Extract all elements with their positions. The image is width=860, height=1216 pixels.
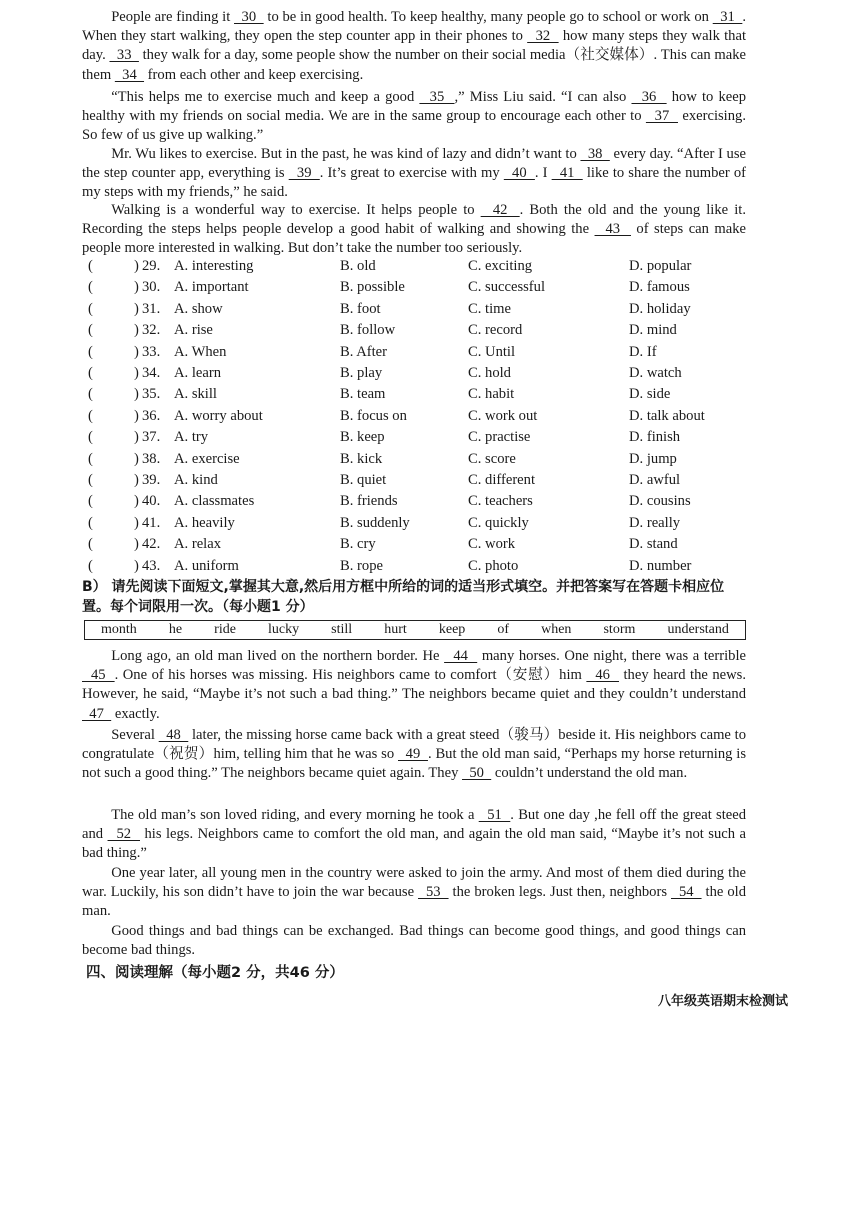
passage-text: Long ago, an old man lived on the northern border. He [111,648,445,664]
answer-paren-open: ( [88,386,93,403]
option-c: C. score [468,450,516,467]
passage_a-paragraph [82,8,746,85]
passage-text: . When they start walking, they open the step counter app in their phones to [82,9,746,45]
blank-number: 42 [480,202,520,218]
answer-paren-open: ( [88,343,93,360]
word-bank-item: hurt [384,622,407,637]
option-row [88,556,748,577]
word-bank-item: keep [438,622,466,637]
option-c: C. work out [468,407,538,424]
passage-text: couldn’t understand the old man. [491,765,688,782]
answer-paren-open: ( [88,557,93,574]
option-a: A. interesting [174,258,254,274]
section-b-instruction: 请先阅读下面短文,掌握其大意,然后用方框中所给的词的适当形式填空。并把答案写在答题卡相应位置。每个词限用一次。（每小题1 分） [82,579,725,615]
option-d: D. famous [629,279,690,296]
passage_b-paragraph [82,726,746,784]
option-row [88,534,748,555]
passage-text: Good things and bad things can be exchanged. Bad things can become good things, and good things can become bad things. [82,923,746,959]
option-a: A. relax [174,536,222,553]
option-row [88,406,748,427]
section-b-heading [82,577,746,617]
passage-text: “This helps me to exercise much and keep a good [111,89,420,105]
option-d: D. cousins [629,493,691,510]
answer-paren-open: ( [88,258,93,274]
question-number: 33. [142,343,161,360]
answer-paren-close: ) [134,386,139,403]
option-a: A. kind [174,472,218,488]
blank-number: 33 [109,47,139,64]
option-a: A. uniform [174,557,239,574]
passage-text: Several [111,727,159,743]
word-bank-item: ride [214,622,236,637]
question-number: 31. [142,300,161,317]
blank-number: 35 [419,89,455,105]
passage-text: his legs. Neighbors came to comfort the old man, and again the old man said, “Maybe it’s not such a bad thing.” [82,826,746,862]
option-a: A. rise [174,322,213,339]
option-a: A. heavily [174,514,235,531]
answer-paren-close: ) [134,472,139,488]
passage_b-paragraph [82,864,746,922]
blank-number: 49 [398,746,428,763]
option-row [88,427,748,448]
passage-text: many horses. One night, there was a terrible [477,648,746,664]
passage-text: from each other and keep exercising. [144,66,364,83]
option-c: C. teachers [468,493,533,510]
word-bank-item: month [101,622,137,637]
passage-text: the old man. [82,884,746,920]
blank-number: 40 [503,165,535,182]
question-number: 43. [142,557,161,574]
question-number: 42. [142,536,161,553]
option-row [88,277,748,298]
answer-paren-open: ( [88,365,93,381]
section-four-heading: 四、阅读理解（每小题2 分，共46 分） [86,965,344,981]
option-a: A. worry about [174,407,263,424]
option-b: B. foot [340,300,381,317]
option-row [88,449,748,470]
option-c: C. exciting [468,258,533,274]
blank-number: 32 [527,28,559,45]
option-b: B. old [340,258,376,274]
question-number: 29. [142,258,161,274]
answer-paren-close: ) [134,365,139,381]
option-b: B. team [340,386,386,403]
blank-number: 43 [594,221,631,238]
option-row [88,342,748,363]
option-c: C. habit [468,386,515,403]
passage-text: every day. “After I use the step counter app, everything is [82,146,746,182]
passage_a-paragraph [82,145,746,203]
answer-paren-open: ( [88,279,93,296]
blank-number: 46 [586,667,619,684]
option-d: D. talk about [629,407,705,424]
answer-paren-open: ( [88,514,93,531]
blank-number: 50 [462,765,492,782]
word-bank-item: still [331,622,353,637]
option-d: D. number [629,557,692,574]
passage-text: Walking is a wonderful way to exercise. It helps people to [111,202,481,218]
passage-text: they heard the news. However, he said, “Maybe it’s not such a bad thing.” The neighbors became quiet and they couldn’t understand [82,667,747,703]
option-c: C. hold [468,365,511,381]
passage-text: the broken legs. Just then, neighbors [448,884,672,901]
option-a: A. learn [174,365,222,381]
passage-text: exactly. [111,705,160,722]
question-number: 41. [142,514,161,531]
option-b: B. focus on [340,407,407,424]
option-a: A. show [174,300,223,317]
passage_b-paragraph [82,922,746,960]
option-a: A. classmates [174,493,255,510]
answer-paren-open: ( [88,300,93,317]
option-d: D. watch [629,365,682,381]
option-a: A. try [174,429,209,446]
option-a: A. When [174,343,227,360]
word-bank-item: he [168,622,183,637]
passage-text: of steps can make people more interested in walking. But don’t take the number too seriously. [82,221,747,257]
option-b: B. keep [340,429,385,446]
answer-paren-close: ) [134,258,139,274]
passage-text: . It’s great to exercise with my [319,165,504,182]
question-number: 34. [142,365,161,381]
option-d: D. stand [629,536,678,553]
blank-number: 38 [580,146,610,162]
option-b: B. friends [340,493,398,510]
passage-text: how to keep healthy with my friends on social media. We are in the same group to encourage each other to [82,89,747,125]
answer-paren-open: ( [88,450,93,467]
blank-number: 44 [444,648,478,664]
option-b: B. suddenly [340,514,410,531]
passage-text: . But one day ,he fell off the great steed and [82,807,747,843]
passage_b-paragraph [82,647,746,724]
blank-number: 51 [478,807,511,823]
passage-text: Mr. Wu likes to exercise. But in the past, he was kind of lazy and didn’t want to [111,146,581,162]
option-c: C. successful [468,279,546,296]
blank-number: 45 [82,667,115,684]
option-c: C. time [468,300,511,317]
option-a: A. important [174,279,249,296]
option-row [88,256,748,277]
question-number: 35. [142,386,161,403]
blank-number: 37 [645,108,678,125]
passage-text: One year later, all young men in the country were asked to join the army. And most of them died during the war. Luckily, his son didn’t have to join the war because [82,865,746,901]
blank-number: 31 [712,9,743,25]
option-c: C. photo [468,557,519,574]
question-number: 37. [142,429,161,446]
option-row [88,513,748,534]
passage-text: to be in good health. To keep healthy, many people go to school or work on [263,9,713,25]
option-d: D. awful [629,472,681,488]
blank-number: 39 [288,165,320,182]
passage_a-paragraph [82,88,746,146]
option-b: B. cry [340,536,376,553]
option-d: D. holiday [629,300,691,317]
question-number: 38. [142,450,161,467]
answer-paren-close: ) [134,557,139,574]
answer-paren-close: ) [134,300,139,317]
word-bank-item: lucky [267,622,300,637]
option-row [88,320,748,341]
section-b-label: B） [82,579,107,595]
option-d: D. finish [629,429,681,446]
passage-text: People are finding it [111,9,235,25]
question-number: 30. [142,279,161,296]
question-number: 36. [142,407,161,424]
answer-paren-close: ) [134,343,139,360]
option-c: C. quickly [468,514,529,531]
question-number: 39. [142,472,161,488]
option-a: A. exercise [174,450,240,467]
passage_b-paragraph [82,806,746,864]
word-bank-item: storm [603,622,636,637]
answer-paren-close: ) [134,514,139,531]
word-bank-box [84,620,746,640]
question-number: 32. [142,322,161,339]
answer-paren-open: ( [88,407,93,424]
blank-number: 30 [234,9,264,25]
option-c: C. different [468,472,536,488]
option-b: B. quiet [340,472,387,488]
blank-number: 54 [671,884,702,901]
answer-paren-close: ) [134,279,139,296]
blank-number: 41 [551,165,583,182]
passage-text: how many steps they walk that day. [82,28,746,64]
answer-paren-close: ) [134,407,139,424]
passage-text: The old man’s son loved riding, and every morning he took a [111,807,479,823]
passage-text: later, the missing horse came back with a great steed（骏马）beside it. His neighbors came to congratulate（祝贺）him, telling him that he was so [82,727,746,763]
word-bank-item: of [497,622,510,637]
page-footer: 八年级英语期末检测试 [657,994,788,1009]
option-c: C. record [468,322,523,339]
option-b: B. kick [340,450,383,467]
answer-paren-close: ) [134,493,139,510]
answer-paren-open: ( [88,493,93,510]
answer-paren-close: ) [134,322,139,339]
blank-number: 47 [82,705,112,722]
option-row [88,384,748,405]
answer-paren-open: ( [88,472,93,488]
option-d: D. side [629,386,671,403]
passage-text: they walk for a day, some people show the number on their social media（社交媒体）. This can make them [82,47,747,83]
word-bank-item: understand [667,622,729,637]
blank-number: 52 [107,826,140,843]
option-row [88,491,748,512]
question-number: 40. [142,493,161,510]
answer-paren-close: ) [134,429,139,446]
answer-paren-open: ( [88,429,93,446]
blank-number: 36 [631,89,667,105]
answer-paren-close: ) [134,450,139,467]
blank-number: 53 [418,884,449,901]
passage-text: . One of his horses was missing. His neighbors came to comfort（安慰）him [114,667,587,684]
passage-text: . Both the old and the young like it. Recording the steps helps people develop a good habit of walking and showing the [82,202,746,238]
option-d: D. really [629,514,681,531]
blank-number: 34 [114,66,145,83]
option-b: B. rope [340,557,383,574]
option-d: D. jump [629,450,677,467]
option-b: B. possible [340,279,405,296]
passage-text: exercising. So few of us give up walking.” [82,108,746,144]
blank-number: 48 [158,727,189,743]
answer-paren-close: ) [134,536,139,553]
option-b: B. follow [340,322,396,339]
option-c: C. work [468,536,516,553]
answer-paren-open: ( [88,536,93,553]
passage-text: . I [534,165,552,182]
option-b: B. After [340,343,388,360]
option-d: D. popular [629,258,692,274]
passage-text: . But the old man said, “Perhaps my horse returning is not such a good thing.” The neighbors became quiet again. They [82,746,746,782]
word-bank-item: when [541,622,572,637]
option-d: D. If [629,343,657,360]
passage_a-paragraph [82,201,746,259]
passage-text: ,” Miss Liu said. “I can also [454,89,632,105]
option-row [88,363,748,384]
option-c: C. Until [468,343,516,360]
answer-paren-open: ( [88,322,93,339]
option-row [88,299,748,320]
option-b: B. play [340,365,383,381]
option-a: A. skill [174,386,217,403]
option-d: D. mind [629,322,677,339]
passage-text: like to share the number of my steps with my friends,” he said. [82,165,747,201]
option-c: C. practise [468,429,531,446]
option-row [88,470,748,491]
